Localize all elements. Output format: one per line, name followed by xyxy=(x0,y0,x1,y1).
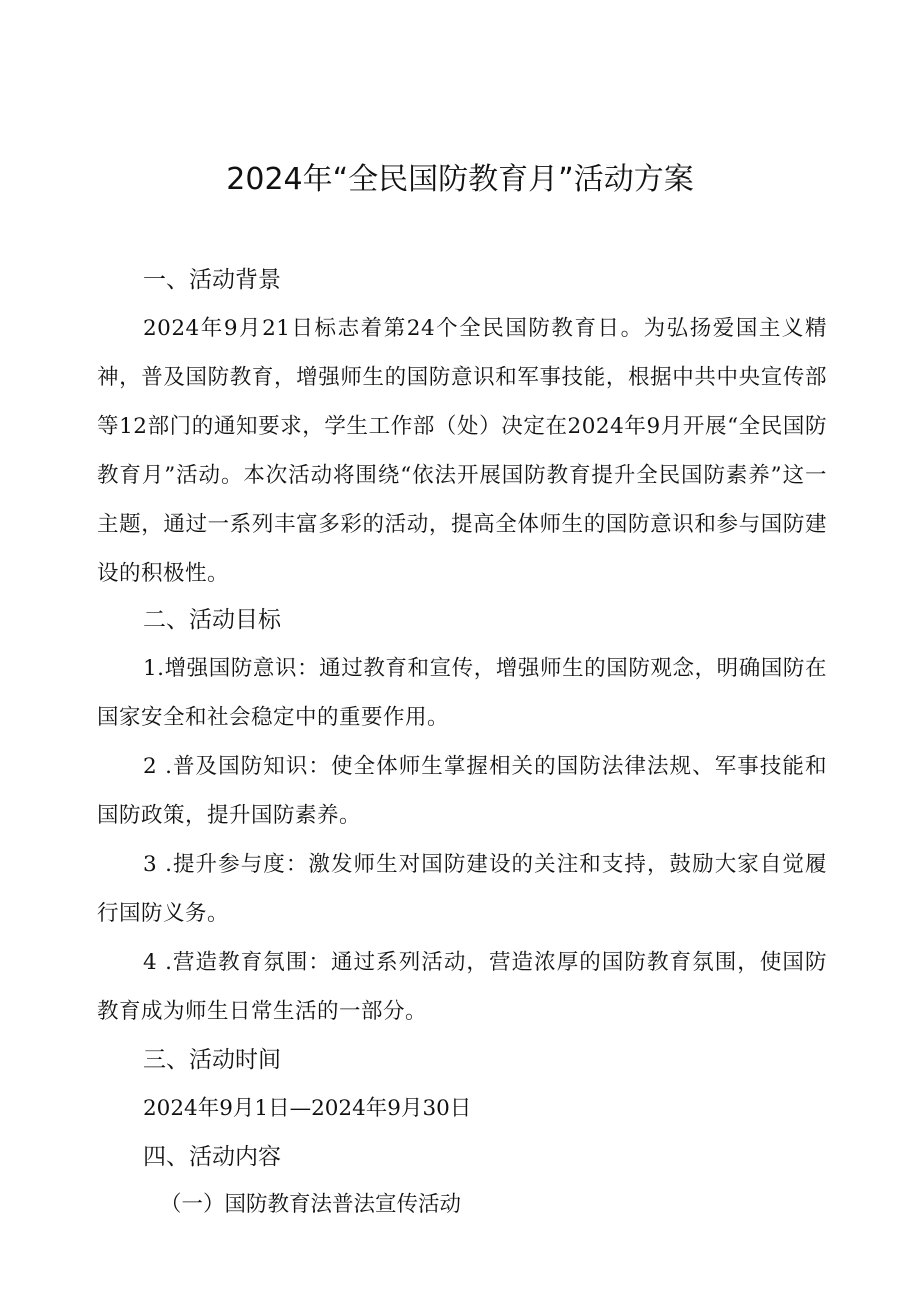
goal-item-1: 1.增强国防意识：通过教育和宣传，增强师生的国防观念，明确国防在国家安全和社会稳定中的重要作用。 xyxy=(97,656,827,730)
activity-date-range: 2024年9月1日—2024年9月30日 xyxy=(143,1096,472,1121)
document-title: 2024年“全民国防教育月”活动方案 xyxy=(226,162,694,197)
goal-item-4: 4 .营造教育氛围：通过系列活动，营造浓厚的国防教育氛围，使国防教育成为师生日常生活的一部分。 xyxy=(97,950,827,1024)
goal-item-2: 2 .普及国防知识：使全体师生掌握相关的国防法律法规、军事技能和国防政策，提升国防素养。 xyxy=(97,754,827,828)
background-paragraph: 2024年9月21日标志着第24个全民国防教育日。为弘扬爱国主义精神，普及国防教育，增强师生的国防意识和军事技能，根据中共中央宣传部等12部门的通知要求，学生工作部（处）决定在2024年9月开展“全民国防教育月”活动。本次活动将围绕“依法开展国防教育提升全民国防素养”这一主题，通过一系列丰富多彩的活动，提高全体师生的国防意识和参与国防建设的积极性。 xyxy=(97,316,827,586)
section-heading-time: 三、活动时间 xyxy=(143,1047,281,1073)
section-heading-content: 四、活动内容 xyxy=(143,1144,281,1170)
content-subheading-1: （一）国防教育法普法宣传活动 xyxy=(160,1192,462,1217)
goal-item-3: 3 .提升参与度：激发师生对国防建设的关注和支持，鼓励大家自觉履行国防义务。 xyxy=(97,852,827,926)
section-heading-goals: 二、活动目标 xyxy=(143,607,281,633)
section-heading-background: 一、活动背景 xyxy=(143,267,281,293)
